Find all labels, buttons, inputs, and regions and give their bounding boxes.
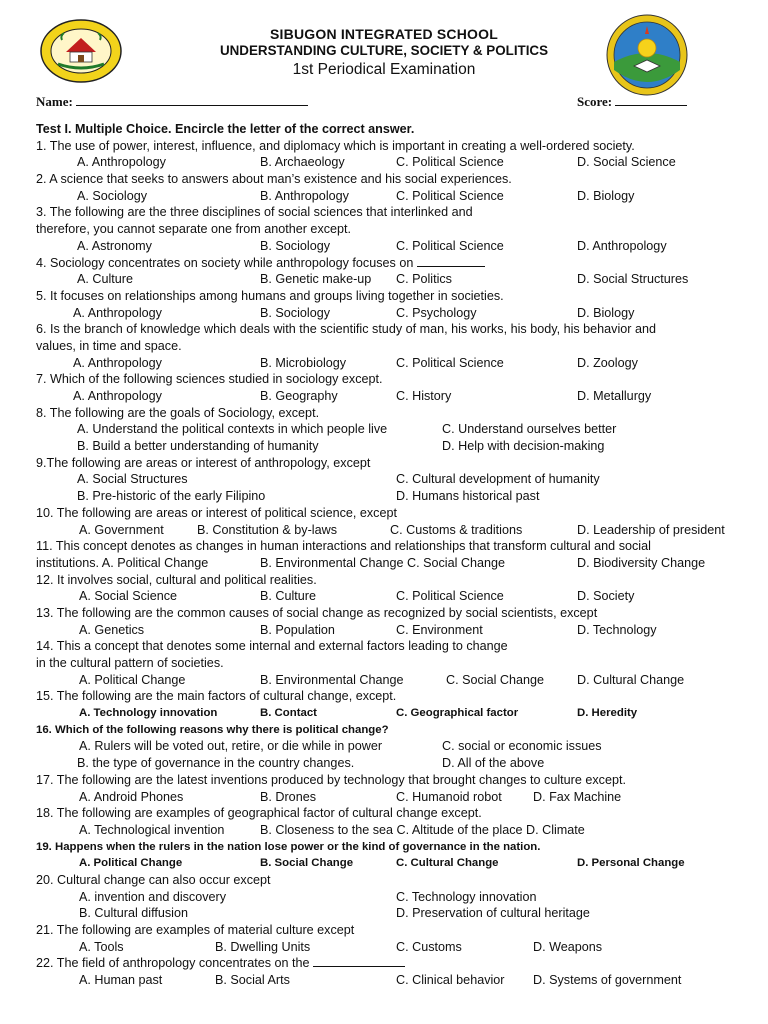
answer-choice: D. Biology xyxy=(577,305,635,320)
exam-line xyxy=(36,371,756,388)
exam-line xyxy=(36,204,756,221)
answer-choice: D. Humans historical past xyxy=(396,489,540,504)
answer-choice: A. Social Science xyxy=(79,589,178,604)
exam-line xyxy=(36,905,756,922)
answer-choice: B. Social Change xyxy=(260,857,354,870)
question-text: 2. A science that seeks to answers about man’s existence and his social experiences. xyxy=(36,172,512,187)
exam-line xyxy=(36,772,756,789)
answer-choice: C. Cultural development of humanity xyxy=(396,472,600,487)
question-text: 7. Which of the following sciences studied in sociology except. xyxy=(36,372,383,387)
answer-choice: C. Political Science xyxy=(396,188,504,203)
answer-choice: A. Technology innovation xyxy=(79,707,218,720)
exam-line xyxy=(36,822,756,839)
exam-line xyxy=(36,939,756,956)
exam-line xyxy=(36,121,756,138)
exam-line xyxy=(36,839,756,856)
answer-choice: D. Technology xyxy=(577,622,657,637)
answer-choice: D. Anthropology xyxy=(577,238,667,253)
answer-choice: B. Build a better understanding of humanity xyxy=(77,439,319,454)
answer-choice: D. Leadership of president xyxy=(577,522,725,537)
question-text: 14. This a concept that denotes some internal and external factors leading to change xyxy=(36,639,508,654)
question-text: 12. It involves social, cultural and political realities. xyxy=(36,572,317,587)
answer-choice: B. Anthropology xyxy=(260,188,349,203)
exam-line xyxy=(36,405,756,422)
question-with-blank xyxy=(36,955,405,972)
answer-choice: C. Understand ourselves better xyxy=(442,422,617,437)
answer-choice: B. Cultural diffusion xyxy=(79,906,188,921)
question-text: in the cultural pattern of societies. xyxy=(36,656,224,670)
exam-line xyxy=(36,872,756,889)
answer-choice: D. Help with decision-making xyxy=(442,439,605,454)
answer-choice: A. Anthropology xyxy=(77,155,166,170)
answer-choice: D. Biodiversity Change xyxy=(577,555,706,570)
exam-line xyxy=(36,605,756,622)
answer-choice: C. Political Science xyxy=(396,155,504,170)
question-text: 11. This concept denotes as changes in human interactions and relationships that transform cultural and social xyxy=(36,539,651,554)
answer-choice: D. Society xyxy=(577,589,635,604)
answer-choice: C. social or economic issues xyxy=(442,739,602,754)
answer-choice: B. Drones xyxy=(260,789,316,804)
exam-line xyxy=(36,705,756,722)
answer-choice: B. Contact xyxy=(260,707,317,720)
answer-choice: D. Weapons xyxy=(533,939,603,954)
answer-choice: A. Technological invention xyxy=(79,822,225,837)
question-text: institutions. A. Political Change xyxy=(36,555,209,570)
answer-choice: B. Culture xyxy=(260,589,316,604)
question-text: 5. It focuses on relationships among humans and groups living together in societies. xyxy=(36,288,504,303)
answer-choice: C. Technology innovation xyxy=(396,889,537,904)
question-text: 9.The following are areas or interest of anthropology, except xyxy=(36,455,371,470)
answer-choice: D. Biology xyxy=(577,188,635,203)
answer-choice: A. Anthropology xyxy=(73,355,162,370)
exam-line xyxy=(36,455,756,472)
answer-choice: C. Humanoid robot xyxy=(396,789,502,804)
answer-choice: B. Social Arts xyxy=(215,973,290,988)
exam-line xyxy=(36,755,756,772)
answer-choice: A. Social Structures xyxy=(77,472,188,487)
answer-choice: B. Sociology xyxy=(260,305,331,320)
answer-choice: C. Customs & traditions xyxy=(390,522,523,537)
name-field[interactable] xyxy=(36,94,308,110)
exam-line xyxy=(36,955,756,972)
exam-line xyxy=(36,188,756,205)
score-blank[interactable] xyxy=(615,95,687,106)
exam-line xyxy=(36,471,756,488)
answer-choice: B. Population xyxy=(260,622,335,637)
answer-choice: A. invention and discovery xyxy=(79,889,227,904)
score-label: Score: xyxy=(577,94,613,109)
exam-line xyxy=(36,421,756,438)
exam-line xyxy=(36,805,756,822)
school-name: SIBUGON INTEGRATED SCHOOL xyxy=(270,26,498,42)
exam-line xyxy=(36,855,756,872)
answer-choice: C. History xyxy=(396,389,452,403)
answer-choice: D. Cultural Change xyxy=(577,672,685,687)
answer-choice: C. Cultural Change xyxy=(396,857,499,870)
answer-choice: B. Archaeology xyxy=(260,155,345,170)
answer-blank[interactable] xyxy=(417,255,485,267)
exam-line xyxy=(36,488,756,505)
answer-choice: C. Social Change xyxy=(446,672,545,687)
answer-choice: C. Politics xyxy=(396,272,452,287)
answer-choice: B. Geography xyxy=(260,389,338,403)
answer-choice: A. Tools xyxy=(79,939,124,954)
answer-choice: D. Zoology xyxy=(577,355,638,370)
answer-choice: A. Anthropology xyxy=(73,389,162,403)
answer-choice: D. Systems of government xyxy=(533,973,682,988)
name-blank[interactable] xyxy=(76,95,308,106)
answer-choice: D. Preservation of cultural heritage xyxy=(396,906,590,921)
answer-choice: A. Political Change xyxy=(79,672,186,687)
answer-choice: C. Customs xyxy=(396,939,462,954)
question-text: therefore, you cannot separate one from another except. xyxy=(36,222,352,237)
exam-line xyxy=(36,355,756,372)
answer-choice: C. Political Science xyxy=(396,238,504,253)
answer-choice: A. Android Phones xyxy=(79,789,184,804)
question-text: 1. The use of power, interest, influence, and diplomacy which is important in creating a well-ordered society. xyxy=(36,138,635,153)
answer-choice: A. Understand the political contexts in which people live xyxy=(77,422,388,437)
exam-line xyxy=(36,588,756,605)
exam-title: 1st Periodical Examination xyxy=(292,61,476,78)
exam-line xyxy=(36,238,756,255)
answer-choice: A. Sociology xyxy=(77,188,148,203)
name-label: Name: xyxy=(36,94,73,109)
exam-line xyxy=(36,922,756,939)
answer-choice: B. Sociology xyxy=(260,238,331,253)
question-text: 3. The following are the three disciplines of social sciences that interlinked and xyxy=(36,205,473,220)
answer-choice: C. Environment xyxy=(396,622,483,637)
exam-line xyxy=(36,288,756,305)
question-text: 13. The following are the common causes of social change as recognized by social scientists, except xyxy=(36,605,598,620)
answer-choice: C. Psychology xyxy=(396,305,477,320)
answer-choice: A. Rulers will be voted out, retire, or die while in power xyxy=(79,739,383,754)
answer-choice: B. Dwelling Units xyxy=(215,939,311,954)
answer-choice: D. Social Structures xyxy=(577,272,689,287)
exam-line xyxy=(36,221,756,238)
answer-choice: A. Astronomy xyxy=(77,238,152,253)
answer-choice: D. All of the above xyxy=(442,756,545,771)
exam-line xyxy=(36,538,756,555)
answer-choice: B. Constitution & by-laws xyxy=(197,522,337,537)
exam-line xyxy=(36,738,756,755)
exam-line xyxy=(36,572,756,589)
answer-choice: D. Heredity xyxy=(577,707,638,720)
exam-line xyxy=(36,638,756,655)
exam-line xyxy=(36,789,756,806)
answer-blank[interactable] xyxy=(313,955,405,967)
exam-line xyxy=(36,138,756,155)
answer-choice: B. Pre-historic of the early Filipino xyxy=(77,489,266,504)
exam-line xyxy=(36,438,756,455)
question-text: values, in time and space. xyxy=(36,338,182,353)
exam-line xyxy=(36,321,756,338)
answer-choice: A. Political Change xyxy=(79,857,183,870)
exam-line xyxy=(36,672,756,689)
exam-line xyxy=(36,505,756,522)
exam-line xyxy=(36,388,756,405)
question-text: 20. Cultural change can also occur except xyxy=(36,872,271,887)
answer-choice: B. Genetic make-up xyxy=(260,272,372,287)
exam-line xyxy=(36,688,756,705)
exam-line xyxy=(36,655,756,672)
answer-choice: C. Geographical factor xyxy=(396,707,519,720)
exam-line xyxy=(36,622,756,639)
exam-line xyxy=(36,555,756,572)
exam-line xyxy=(36,722,756,739)
exam-line xyxy=(36,255,756,272)
answer-choice: C. Political Science xyxy=(396,589,504,604)
answer-choice: B. Microbiology xyxy=(260,355,347,370)
exam-line xyxy=(36,338,756,355)
question-text: 10. The following are areas or interest of political science, except xyxy=(36,505,397,520)
exam-line xyxy=(36,154,756,171)
answer-choice: A. Human past xyxy=(79,973,163,988)
exam-line xyxy=(36,522,756,539)
answer-choice: B. Environmental Change C. Social Change xyxy=(260,555,506,570)
answer-choice: A. Government xyxy=(79,522,164,537)
answer-choice: A. Culture xyxy=(77,272,133,287)
answer-choice: A. Anthropology xyxy=(73,305,162,320)
answer-choice: D. Personal Change xyxy=(577,857,685,870)
answer-choice: D. Fax Machine xyxy=(533,789,622,804)
answer-choice: A. Genetics xyxy=(79,622,145,637)
question-text: 6. Is the branch of knowledge which deals with the scientific study of man, his works, his body, his behavior and xyxy=(36,322,656,337)
exam-line xyxy=(36,305,756,322)
exam-line xyxy=(36,271,756,288)
answer-choice: B. the type of governance in the country changes. xyxy=(77,756,355,771)
answer-choice: B. Environmental Change xyxy=(260,672,404,687)
answer-choice: D. Social Science xyxy=(577,155,676,170)
exam-body xyxy=(36,121,756,989)
question-text: 15. The following are the main factors of cultural change, except. xyxy=(36,689,397,704)
question-text: 17. The following are the latest inventions produced by technology that brought changes to culture except. xyxy=(36,772,626,787)
question-text: 19. Happens when the rulers in the nation lose power or the kind of governance in the nation. xyxy=(36,840,541,853)
question-text: 4. Sociology concentrates on society while anthropology focuses on xyxy=(36,255,414,270)
answer-choice: B. Closeness to the sea C. Altitude of the place D. Climate xyxy=(260,822,585,837)
exam-line xyxy=(36,972,756,989)
question-text: 16. Which of the following reasons why there is political change? xyxy=(36,723,389,736)
question-text: 8. The following are the goals of Sociology, except. xyxy=(36,405,320,420)
question-text: 18. The following are examples of geographical factor of cultural change except. xyxy=(36,806,482,821)
question-text: Test I. Multiple Choice. Encircle the letter of the correct answer. xyxy=(36,122,415,136)
answer-choice: C. Political Science xyxy=(396,355,504,370)
exam-line xyxy=(36,889,756,906)
answer-choice: D. Metallurgy xyxy=(577,389,652,403)
answer-choice: C. Clinical behavior xyxy=(396,973,505,988)
subject-title: UNDERSTANDING CULTURE, SOCIETY & POLITICS xyxy=(219,43,549,58)
question-text: 21. The following are examples of material culture except xyxy=(36,923,355,937)
question-with-blank xyxy=(36,255,485,272)
question-text: 22. The field of anthropology concentrates on the xyxy=(36,956,310,971)
score-field[interactable] xyxy=(577,94,687,110)
exam-line xyxy=(36,171,756,188)
